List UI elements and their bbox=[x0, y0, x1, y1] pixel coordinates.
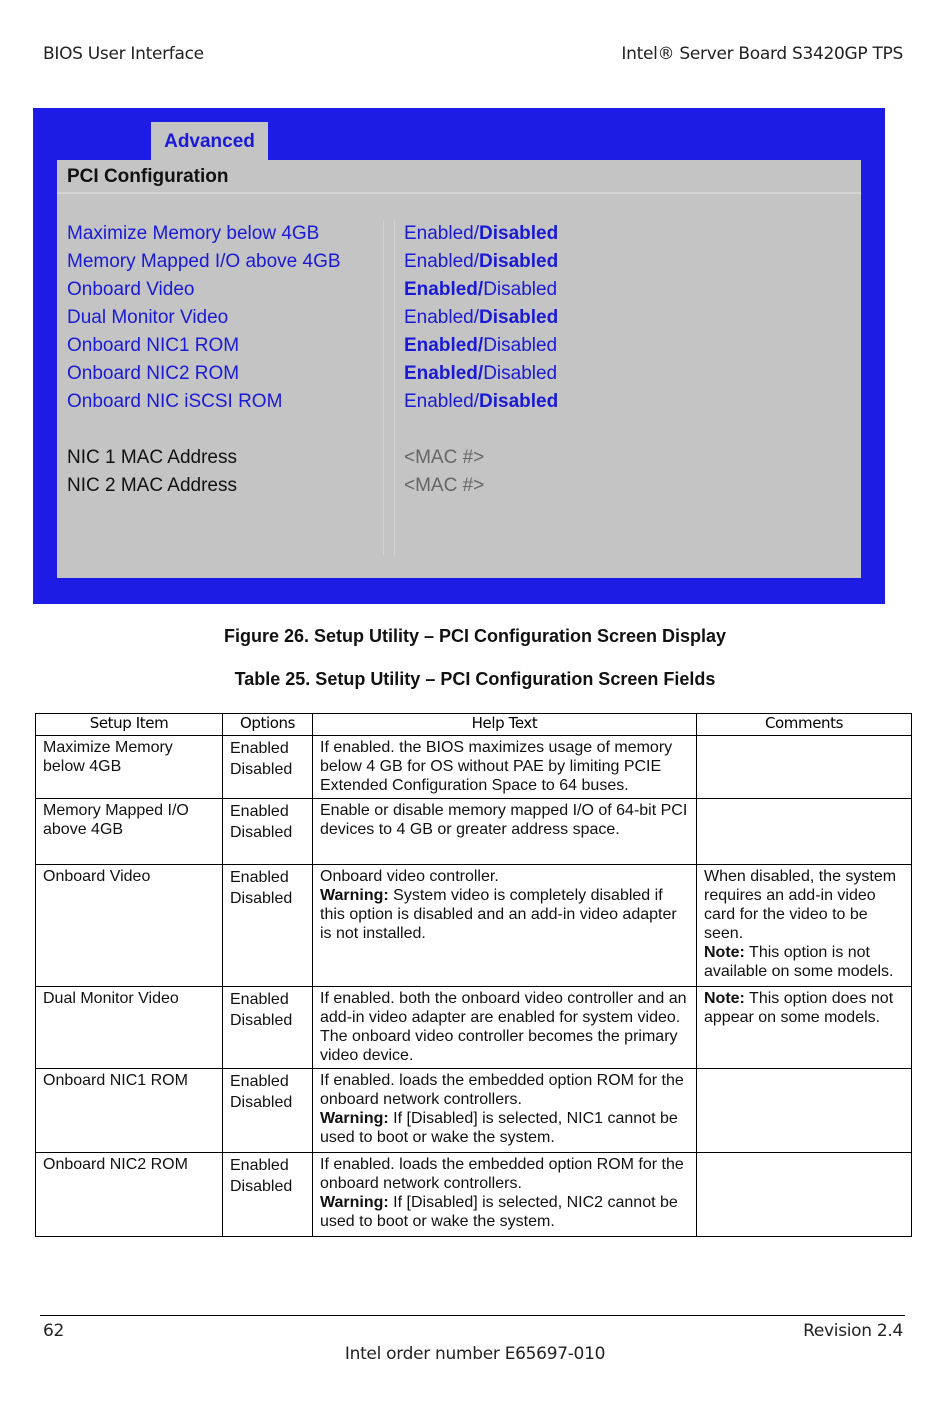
option-enabled: Enabled bbox=[404, 279, 478, 300]
option-value: Disabled bbox=[230, 761, 293, 778]
option-enabled: Enabled bbox=[404, 251, 474, 272]
bios-page-title: PCI Configuration bbox=[67, 166, 229, 187]
setting-label: Onboard NIC2 ROM bbox=[67, 363, 240, 384]
paragraph-text: If [Disabled] is selected, NIC1 cannot be used to boot or wake the system. bbox=[320, 1110, 678, 1146]
option-disabled: Disabled bbox=[479, 307, 559, 328]
comments-cell bbox=[697, 1153, 912, 1237]
setup-item-cell: Memory Mapped I/O above 4GB bbox=[36, 799, 223, 865]
cell-paragraph bbox=[704, 989, 904, 1027]
paragraph-text: If [Disabled] is selected, NIC2 cannot be used to boot or wake the system. bbox=[320, 1194, 678, 1230]
emphasis-label: Note: bbox=[704, 944, 745, 961]
option-disabled: Disabled bbox=[479, 251, 559, 272]
option-separator: / bbox=[473, 251, 480, 272]
setting-value[interactable] bbox=[404, 388, 804, 416]
option-value: Disabled bbox=[230, 1012, 293, 1029]
setting-value[interactable] bbox=[404, 220, 804, 248]
option-enabled: Enabled bbox=[404, 307, 474, 328]
help-text-cell bbox=[313, 865, 697, 987]
help-text-cell bbox=[313, 987, 697, 1069]
option-enabled: Enabled bbox=[404, 363, 478, 384]
figure-caption: Figure 26. Setup Utility – PCI Configuration Screen Display bbox=[223, 626, 727, 646]
tab-advanced[interactable]: Advanced bbox=[151, 122, 268, 162]
paragraph-text: If enabled. the BIOS maximizes usage of memory below 4 GB for OS without PAE by limiting PCIE Extended Configuration Space to 64 buses. bbox=[320, 739, 673, 794]
cell-paragraph bbox=[320, 886, 689, 943]
setting-label: Dual Monitor Video bbox=[67, 307, 229, 328]
mac-label: NIC 1 MAC Address bbox=[67, 447, 237, 468]
option-disabled: Disabled bbox=[483, 279, 558, 300]
page-number: 62 bbox=[43, 1321, 65, 1341]
option-separator: / bbox=[473, 307, 480, 328]
option-value: Enabled bbox=[230, 740, 289, 757]
cell-paragraph bbox=[704, 867, 904, 943]
comments-cell bbox=[697, 799, 912, 865]
column-header: Comments bbox=[697, 714, 912, 736]
option-separator: / bbox=[477, 279, 484, 300]
help-text-cell bbox=[313, 736, 697, 799]
table-row bbox=[36, 1153, 912, 1237]
title-divider bbox=[57, 192, 861, 194]
setting-label: Onboard NIC iSCSI ROM bbox=[67, 391, 283, 412]
cell-paragraph bbox=[704, 943, 904, 981]
paragraph-text: If enabled. loads the embedded option ROM for the onboard network controllers. bbox=[320, 1072, 684, 1108]
cell-paragraph bbox=[320, 1071, 689, 1109]
option-disabled: Disabled bbox=[479, 391, 559, 412]
bios-screen bbox=[33, 108, 885, 604]
option-value: Enabled bbox=[230, 991, 289, 1008]
table-row bbox=[36, 1069, 912, 1153]
option-separator: / bbox=[473, 391, 480, 412]
paragraph-text: If enabled. both the onboard video controller and an add-in video adapter are enabled for system video. The onboard video controller becomes the primary video device. bbox=[320, 990, 687, 1064]
comments-cell bbox=[697, 1069, 912, 1153]
cell-paragraph bbox=[320, 1109, 689, 1147]
option-disabled: Disabled bbox=[483, 335, 558, 356]
paragraph-text: This option is not available on some models. bbox=[704, 944, 894, 980]
paragraph-text: When disabled, the system requires an add-in video card for the video to be seen. bbox=[704, 868, 897, 942]
option-enabled: Enabled bbox=[404, 223, 474, 244]
comments-cell bbox=[697, 736, 912, 799]
setup-item-cell: Onboard NIC2 ROM bbox=[36, 1153, 223, 1237]
option-value: Enabled bbox=[230, 803, 289, 820]
setting-label: Maximize Memory below 4GB bbox=[67, 223, 320, 244]
paragraph-text: If enabled. loads the embedded option ROM for the onboard network controllers. bbox=[320, 1156, 684, 1192]
paragraph-text: Enable or disable memory mapped I/O of 64-bit PCI devices to 4 GB or greater address space. bbox=[320, 802, 688, 838]
options-cell bbox=[223, 865, 313, 987]
table-row bbox=[36, 865, 912, 987]
help-text-cell bbox=[313, 1069, 697, 1153]
setting-value[interactable] bbox=[404, 304, 804, 332]
options-cell bbox=[223, 1153, 313, 1237]
comments-cell bbox=[697, 865, 912, 987]
option-value: Disabled bbox=[230, 824, 293, 841]
option-separator: / bbox=[473, 223, 480, 244]
setting-label: Onboard NIC1 ROM bbox=[67, 335, 240, 356]
column-header: Options bbox=[223, 714, 313, 736]
mac-label: NIC 2 MAC Address bbox=[67, 475, 237, 496]
option-enabled: Enabled bbox=[404, 335, 478, 356]
bios-panel bbox=[57, 160, 861, 578]
table-row bbox=[36, 799, 912, 865]
order-number: Intel order number E65697-010 bbox=[344, 1344, 606, 1364]
setup-item-cell: Maximize Memory below 4GB bbox=[36, 736, 223, 799]
setting-label: Memory Mapped I/O above 4GB bbox=[67, 251, 341, 272]
cell-paragraph bbox=[320, 867, 689, 886]
setting-value[interactable] bbox=[404, 248, 804, 276]
option-value: Enabled bbox=[230, 1157, 289, 1174]
paragraph-text: This option does not appear on some models. bbox=[704, 990, 894, 1026]
paragraph-text: System video is completely disabled if this option is disabled and an add-in video adapter is not installed. bbox=[320, 887, 677, 942]
comments-cell bbox=[697, 987, 912, 1069]
mac-value: <MAC #> bbox=[404, 447, 485, 468]
setup-item-cell: Dual Monitor Video bbox=[36, 987, 223, 1069]
mac-value: <MAC #> bbox=[404, 475, 485, 496]
setup-item-cell: Onboard NIC1 ROM bbox=[36, 1069, 223, 1153]
option-separator: / bbox=[477, 335, 484, 356]
cell-paragraph bbox=[320, 1155, 689, 1193]
cell-paragraph bbox=[320, 801, 689, 839]
table-row bbox=[36, 987, 912, 1069]
option-value: Enabled bbox=[230, 1073, 289, 1090]
setting-label: Onboard Video bbox=[67, 279, 195, 300]
paragraph-text: Onboard video controller. bbox=[320, 868, 499, 885]
setting-value[interactable] bbox=[404, 276, 804, 304]
option-value: Disabled bbox=[230, 1094, 293, 1111]
setup-item-cell: Onboard Video bbox=[36, 865, 223, 987]
option-value: Disabled bbox=[230, 1178, 293, 1195]
options-cell bbox=[223, 799, 313, 865]
emphasis-label: Warning: bbox=[320, 1194, 389, 1211]
options-cell bbox=[223, 736, 313, 799]
option-separator: / bbox=[477, 363, 484, 384]
help-text-cell bbox=[313, 799, 697, 865]
cell-paragraph bbox=[320, 989, 689, 1065]
pci-fields-table bbox=[35, 713, 912, 1237]
setting-value[interactable] bbox=[404, 332, 804, 360]
footer-divider bbox=[40, 1315, 905, 1316]
column-header: Setup Item bbox=[36, 714, 223, 736]
column-header: Help Text bbox=[313, 714, 697, 736]
options-cell bbox=[223, 987, 313, 1069]
option-value: Disabled bbox=[230, 890, 293, 907]
option-value: Enabled bbox=[230, 869, 289, 886]
option-disabled: Disabled bbox=[479, 223, 559, 244]
running-header-left: BIOS User Interface bbox=[43, 44, 204, 64]
revision: Revision 2.4 bbox=[803, 1321, 903, 1341]
table-row bbox=[36, 736, 912, 799]
cell-paragraph bbox=[320, 738, 689, 795]
running-header-right: Intel® Server Board S3420GP TPS bbox=[621, 44, 903, 64]
emphasis-label: Note: bbox=[704, 990, 745, 1007]
help-text-cell bbox=[313, 1153, 697, 1237]
table-caption: Table 25. Setup Utility – PCI Configuration Screen Fields bbox=[234, 669, 716, 689]
options-cell bbox=[223, 1069, 313, 1153]
emphasis-label: Warning: bbox=[320, 887, 389, 904]
cell-paragraph bbox=[320, 1193, 689, 1231]
option-disabled: Disabled bbox=[483, 363, 558, 384]
option-enabled: Enabled bbox=[404, 391, 474, 412]
setting-value[interactable] bbox=[404, 360, 804, 388]
emphasis-label: Warning: bbox=[320, 1110, 389, 1127]
table-header-row bbox=[36, 714, 912, 736]
